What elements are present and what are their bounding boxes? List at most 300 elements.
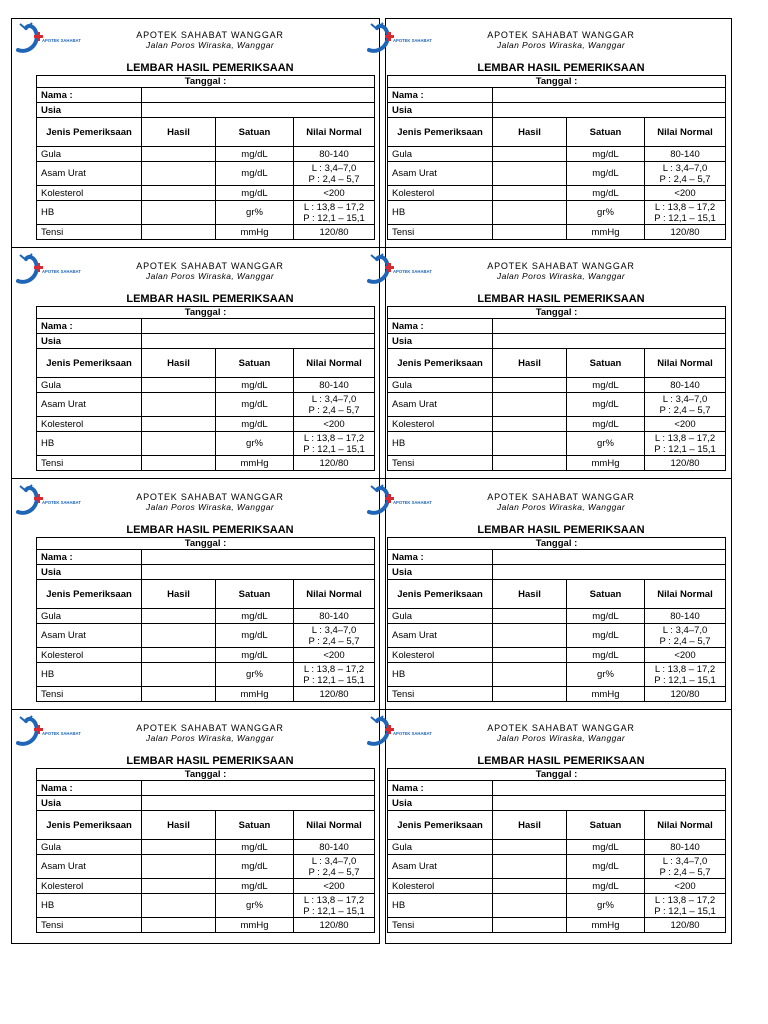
pharmacy-name: APOTEK SAHABAT WANGGAR bbox=[487, 723, 635, 733]
name-field[interactable] bbox=[142, 550, 375, 565]
result-field[interactable] bbox=[493, 918, 567, 933]
result-field[interactable] bbox=[142, 687, 216, 702]
date-label: Tanggal : bbox=[388, 538, 726, 550]
normal-value: <200 bbox=[645, 186, 726, 201]
normal-value bbox=[645, 393, 726, 417]
unit: gr% bbox=[216, 894, 294, 918]
form-title: LEMBAR HASIL PEMERIKSAAN bbox=[126, 755, 294, 767]
table-row bbox=[37, 624, 375, 648]
result-field[interactable] bbox=[142, 432, 216, 456]
unit: mmHg bbox=[216, 918, 294, 933]
normal-value-female: P : 2,4 – 5,7 bbox=[659, 404, 711, 416]
test-name: Kolesterol bbox=[388, 417, 493, 432]
normal-value-male: L : 13,8 – 17,2 bbox=[303, 201, 365, 213]
age-label: Usia bbox=[388, 103, 493, 118]
unit: mmHg bbox=[216, 687, 294, 702]
unit: gr% bbox=[567, 432, 645, 456]
date-label: Tanggal : bbox=[37, 307, 375, 319]
result-field[interactable] bbox=[142, 456, 216, 471]
name-field[interactable] bbox=[493, 550, 726, 565]
result-field[interactable] bbox=[493, 648, 567, 663]
unit: mg/dL bbox=[567, 162, 645, 186]
exam-form-table bbox=[36, 768, 375, 933]
normal-value-male: L : 3,4–7,0 bbox=[662, 624, 708, 636]
test-name: Tensi bbox=[388, 456, 493, 471]
col-header-result: Hasil bbox=[493, 580, 567, 609]
result-field[interactable] bbox=[142, 855, 216, 879]
normal-value bbox=[645, 894, 726, 918]
result-field[interactable] bbox=[142, 417, 216, 432]
name-field[interactable] bbox=[142, 88, 375, 103]
date-label: Tanggal : bbox=[37, 769, 375, 781]
test-name: Kolesterol bbox=[37, 417, 142, 432]
col-header-test: Jenis Pemeriksaan bbox=[388, 580, 493, 609]
normal-value bbox=[294, 624, 375, 648]
normal-value-male: L : 3,4–7,0 bbox=[662, 162, 708, 174]
unit: mmHg bbox=[567, 687, 645, 702]
unit: mg/dL bbox=[567, 378, 645, 393]
normal-value: <200 bbox=[645, 417, 726, 432]
pharmacy-name: APOTEK SAHABAT WANGGAR bbox=[487, 261, 635, 271]
unit: mg/dL bbox=[216, 162, 294, 186]
table-row bbox=[37, 648, 375, 663]
table-row bbox=[37, 456, 375, 471]
age-label: Usia bbox=[37, 334, 142, 349]
test-name: Asam Urat bbox=[388, 393, 493, 417]
table-row bbox=[37, 378, 375, 393]
result-field[interactable] bbox=[493, 147, 567, 162]
unit: mg/dL bbox=[216, 609, 294, 624]
normal-value bbox=[294, 201, 375, 225]
result-field[interactable] bbox=[142, 648, 216, 663]
unit: mmHg bbox=[216, 456, 294, 471]
col-header-unit: Satuan bbox=[567, 580, 645, 609]
normal-value: 80-140 bbox=[645, 378, 726, 393]
test-name: HB bbox=[388, 894, 493, 918]
exam-form-table bbox=[387, 75, 726, 240]
normal-value bbox=[294, 855, 375, 879]
unit: mg/dL bbox=[567, 147, 645, 162]
result-field[interactable] bbox=[142, 840, 216, 855]
pharmacy-name: APOTEK SAHABAT WANGGAR bbox=[136, 723, 284, 733]
unit: mg/dL bbox=[567, 393, 645, 417]
normal-value: <200 bbox=[294, 186, 375, 201]
col-header-unit: Satuan bbox=[216, 349, 294, 378]
normal-value: 120/80 bbox=[645, 687, 726, 702]
exam-result-card bbox=[36, 249, 384, 478]
col-header-normal: Nilai Normal bbox=[645, 580, 726, 609]
normal-value bbox=[645, 663, 726, 687]
test-name: Asam Urat bbox=[388, 624, 493, 648]
result-field[interactable] bbox=[493, 225, 567, 240]
normal-value: 80-140 bbox=[645, 147, 726, 162]
result-field[interactable] bbox=[493, 663, 567, 687]
age-label: Usia bbox=[37, 103, 142, 118]
col-header-normal: Nilai Normal bbox=[645, 118, 726, 147]
test-name: Gula bbox=[388, 840, 493, 855]
normal-value-female: P : 2,4 – 5,7 bbox=[659, 866, 711, 878]
result-field[interactable] bbox=[493, 609, 567, 624]
normal-value bbox=[645, 855, 726, 879]
normal-value-female: P : 2,4 – 5,7 bbox=[308, 404, 360, 416]
normal-value: 120/80 bbox=[645, 225, 726, 240]
result-field[interactable] bbox=[493, 840, 567, 855]
table-row bbox=[388, 894, 726, 918]
age-field[interactable] bbox=[493, 103, 726, 118]
unit: mg/dL bbox=[567, 417, 645, 432]
exam-result-card bbox=[387, 711, 735, 940]
result-field[interactable] bbox=[142, 918, 216, 933]
normal-value: <200 bbox=[294, 879, 375, 894]
normal-value-male: L : 3,4–7,0 bbox=[311, 162, 357, 174]
normal-value-male: L : 13,8 – 17,2 bbox=[654, 201, 716, 213]
col-header-test: Jenis Pemeriksaan bbox=[37, 811, 142, 840]
table-row bbox=[388, 147, 726, 162]
name-label: Nama : bbox=[388, 550, 493, 565]
age-field[interactable] bbox=[142, 334, 375, 349]
result-field[interactable] bbox=[493, 186, 567, 201]
pharmacy-name: APOTEK SAHABAT WANGGAR bbox=[136, 30, 284, 40]
pharmacy-name: APOTEK SAHABAT WANGGAR bbox=[487, 30, 635, 40]
test-name: Kolesterol bbox=[388, 186, 493, 201]
pharmacy-address: Jalan Poros Wiraska, Wanggar bbox=[496, 40, 626, 50]
col-header-result: Hasil bbox=[493, 118, 567, 147]
unit: gr% bbox=[216, 663, 294, 687]
normal-value-male: L : 3,4–7,0 bbox=[311, 624, 357, 636]
pharmacy-address: Jalan Poros Wiraska, Wanggar bbox=[496, 271, 626, 281]
normal-value: 120/80 bbox=[294, 918, 375, 933]
result-field[interactable] bbox=[142, 393, 216, 417]
test-name: Gula bbox=[37, 609, 142, 624]
table-row bbox=[388, 456, 726, 471]
table-row bbox=[37, 393, 375, 417]
normal-value-male: L : 3,4–7,0 bbox=[662, 855, 708, 867]
exam-form-table bbox=[387, 537, 726, 702]
col-header-result: Hasil bbox=[142, 118, 216, 147]
name-field[interactable] bbox=[142, 319, 375, 334]
name-field[interactable] bbox=[493, 781, 726, 796]
unit: mg/dL bbox=[567, 609, 645, 624]
test-name: HB bbox=[388, 201, 493, 225]
normal-value: 80-140 bbox=[294, 147, 375, 162]
table-row bbox=[388, 186, 726, 201]
logo-text: APOTEK SAHABAT bbox=[393, 38, 432, 43]
result-field[interactable] bbox=[493, 894, 567, 918]
exam-result-card bbox=[36, 18, 384, 247]
normal-value: <200 bbox=[294, 648, 375, 663]
name-label: Nama : bbox=[388, 88, 493, 103]
col-header-normal: Nilai Normal bbox=[294, 349, 375, 378]
logo-text: APOTEK SAHABAT bbox=[42, 500, 81, 505]
test-name: HB bbox=[37, 663, 142, 687]
result-field[interactable] bbox=[142, 162, 216, 186]
form-title: LEMBAR HASIL PEMERIKSAAN bbox=[477, 62, 645, 74]
unit: gr% bbox=[216, 432, 294, 456]
pharmacy-address: Jalan Poros Wiraska, Wanggar bbox=[145, 40, 275, 50]
normal-value-male: L : 13,8 – 17,2 bbox=[303, 894, 365, 906]
result-field[interactable] bbox=[493, 417, 567, 432]
age-label: Usia bbox=[388, 796, 493, 811]
exam-form-table bbox=[387, 306, 726, 471]
test-name: Tensi bbox=[388, 225, 493, 240]
exam-result-card bbox=[387, 18, 735, 247]
unit: mg/dL bbox=[567, 186, 645, 201]
normal-value bbox=[294, 432, 375, 456]
result-field[interactable] bbox=[493, 393, 567, 417]
test-name: HB bbox=[388, 432, 493, 456]
test-name: Asam Urat bbox=[37, 393, 142, 417]
unit: mg/dL bbox=[216, 879, 294, 894]
age-field[interactable] bbox=[493, 565, 726, 580]
result-field[interactable] bbox=[142, 147, 216, 162]
logo-text: APOTEK SAHABAT bbox=[393, 731, 432, 736]
form-title: LEMBAR HASIL PEMERIKSAAN bbox=[126, 62, 294, 74]
test-name: Kolesterol bbox=[37, 186, 142, 201]
date-label: Tanggal : bbox=[388, 307, 726, 319]
table-row bbox=[37, 879, 375, 894]
test-name: Gula bbox=[37, 840, 142, 855]
normal-value-male: L : 13,8 – 17,2 bbox=[303, 663, 365, 675]
unit: mg/dL bbox=[567, 624, 645, 648]
name-field[interactable] bbox=[493, 319, 726, 334]
unit: mg/dL bbox=[567, 648, 645, 663]
test-name: Kolesterol bbox=[37, 648, 142, 663]
normal-value: 120/80 bbox=[645, 456, 726, 471]
test-name: HB bbox=[37, 432, 142, 456]
result-field[interactable] bbox=[142, 879, 216, 894]
unit: gr% bbox=[567, 663, 645, 687]
normal-value: <200 bbox=[645, 648, 726, 663]
col-header-unit: Satuan bbox=[216, 118, 294, 147]
normal-value-male: L : 3,4–7,0 bbox=[662, 393, 708, 405]
col-header-test: Jenis Pemeriksaan bbox=[388, 349, 493, 378]
unit: mg/dL bbox=[216, 840, 294, 855]
age-label: Usia bbox=[388, 565, 493, 580]
table-row bbox=[388, 687, 726, 702]
result-field[interactable] bbox=[142, 186, 216, 201]
table-row bbox=[37, 432, 375, 456]
table-row bbox=[388, 378, 726, 393]
test-name: Kolesterol bbox=[388, 648, 493, 663]
col-header-unit: Satuan bbox=[567, 349, 645, 378]
card-separator bbox=[11, 709, 732, 710]
test-name: Tensi bbox=[37, 225, 142, 240]
normal-value bbox=[645, 201, 726, 225]
name-label: Nama : bbox=[37, 319, 142, 334]
col-header-result: Hasil bbox=[142, 580, 216, 609]
exam-result-card bbox=[387, 249, 735, 478]
pharmacy-address: Jalan Poros Wiraska, Wanggar bbox=[496, 733, 626, 743]
table-row bbox=[37, 201, 375, 225]
table-row bbox=[37, 855, 375, 879]
name-label: Nama : bbox=[388, 781, 493, 796]
form-title: LEMBAR HASIL PEMERIKSAAN bbox=[477, 293, 645, 305]
table-row bbox=[388, 879, 726, 894]
table-row bbox=[388, 840, 726, 855]
col-header-unit: Satuan bbox=[567, 118, 645, 147]
result-field[interactable] bbox=[142, 663, 216, 687]
normal-value: 80-140 bbox=[294, 609, 375, 624]
test-name: Gula bbox=[388, 378, 493, 393]
result-field[interactable] bbox=[493, 432, 567, 456]
name-label: Nama : bbox=[37, 550, 142, 565]
unit: mg/dL bbox=[216, 417, 294, 432]
normal-value: 80-140 bbox=[645, 840, 726, 855]
normal-value bbox=[294, 393, 375, 417]
card-separator bbox=[11, 247, 732, 248]
result-field[interactable] bbox=[493, 201, 567, 225]
unit: mg/dL bbox=[567, 879, 645, 894]
table-row bbox=[388, 609, 726, 624]
unit: gr% bbox=[567, 894, 645, 918]
table-row bbox=[37, 225, 375, 240]
normal-value-male: L : 13,8 – 17,2 bbox=[654, 663, 716, 675]
normal-value bbox=[645, 624, 726, 648]
test-name: Gula bbox=[37, 378, 142, 393]
result-field[interactable] bbox=[493, 855, 567, 879]
exam-result-card bbox=[36, 711, 384, 940]
normal-value: <200 bbox=[294, 417, 375, 432]
age-field[interactable] bbox=[142, 103, 375, 118]
test-name: Gula bbox=[388, 609, 493, 624]
age-label: Usia bbox=[37, 565, 142, 580]
pharmacy-name: APOTEK SAHABAT WANGGAR bbox=[136, 492, 284, 502]
test-name: Tensi bbox=[37, 687, 142, 702]
test-name: HB bbox=[388, 663, 493, 687]
logo-text: APOTEK SAHABAT bbox=[393, 500, 432, 505]
unit: mg/dL bbox=[216, 855, 294, 879]
test-name: Kolesterol bbox=[37, 879, 142, 894]
col-header-normal: Nilai Normal bbox=[645, 811, 726, 840]
col-header-test: Jenis Pemeriksaan bbox=[37, 118, 142, 147]
logo-text: APOTEK SAHABAT bbox=[393, 269, 432, 274]
table-row bbox=[388, 225, 726, 240]
normal-value: 80-140 bbox=[294, 378, 375, 393]
pharmacy-address: Jalan Poros Wiraska, Wanggar bbox=[496, 502, 626, 512]
age-label: Usia bbox=[37, 796, 142, 811]
normal-value-female: P : 12,1 – 15,1 bbox=[654, 674, 716, 686]
logo-text: APOTEK SAHABAT bbox=[42, 38, 81, 43]
result-field[interactable] bbox=[493, 879, 567, 894]
date-label: Tanggal : bbox=[37, 76, 375, 88]
exam-result-card bbox=[36, 480, 384, 709]
unit: mg/dL bbox=[216, 147, 294, 162]
date-label: Tanggal : bbox=[388, 769, 726, 781]
test-name: Asam Urat bbox=[37, 162, 142, 186]
result-field[interactable] bbox=[493, 162, 567, 186]
col-header-result: Hasil bbox=[493, 811, 567, 840]
exam-form-table bbox=[36, 306, 375, 471]
date-label: Tanggal : bbox=[388, 76, 726, 88]
result-field[interactable] bbox=[142, 201, 216, 225]
logo-text: APOTEK SAHABAT bbox=[42, 731, 81, 736]
exam-result-card bbox=[387, 480, 735, 709]
table-row bbox=[37, 162, 375, 186]
normal-value: <200 bbox=[645, 879, 726, 894]
unit: mg/dL bbox=[216, 378, 294, 393]
name-field[interactable] bbox=[493, 88, 726, 103]
normal-value-female: P : 12,1 – 15,1 bbox=[303, 443, 365, 455]
age-field[interactable] bbox=[142, 565, 375, 580]
result-field[interactable] bbox=[142, 894, 216, 918]
name-field[interactable] bbox=[142, 781, 375, 796]
test-name: Kolesterol bbox=[388, 879, 493, 894]
test-name: HB bbox=[37, 894, 142, 918]
table-row bbox=[388, 417, 726, 432]
age-field[interactable] bbox=[142, 796, 375, 811]
normal-value: 80-140 bbox=[645, 609, 726, 624]
normal-value-female: P : 2,4 – 5,7 bbox=[308, 173, 360, 185]
result-field[interactable] bbox=[142, 378, 216, 393]
table-row bbox=[388, 201, 726, 225]
unit: gr% bbox=[567, 201, 645, 225]
col-header-test: Jenis Pemeriksaan bbox=[388, 118, 493, 147]
col-header-test: Jenis Pemeriksaan bbox=[388, 811, 493, 840]
pharmacy-address: Jalan Poros Wiraska, Wanggar bbox=[145, 733, 275, 743]
normal-value-female: P : 2,4 – 5,7 bbox=[659, 173, 711, 185]
test-name: Tensi bbox=[388, 687, 493, 702]
logo-text: APOTEK SAHABAT bbox=[42, 269, 81, 274]
normal-value bbox=[645, 162, 726, 186]
normal-value-male: L : 13,8 – 17,2 bbox=[654, 432, 716, 444]
col-header-unit: Satuan bbox=[567, 811, 645, 840]
table-row bbox=[388, 918, 726, 933]
table-row bbox=[388, 855, 726, 879]
test-name: Asam Urat bbox=[37, 855, 142, 879]
table-row bbox=[37, 186, 375, 201]
result-field[interactable] bbox=[493, 378, 567, 393]
normal-value bbox=[294, 663, 375, 687]
normal-value-female: P : 2,4 – 5,7 bbox=[308, 866, 360, 878]
table-row bbox=[37, 663, 375, 687]
form-title: LEMBAR HASIL PEMERIKSAAN bbox=[126, 524, 294, 536]
test-name: HB bbox=[37, 201, 142, 225]
result-field[interactable] bbox=[142, 609, 216, 624]
normal-value-male: L : 13,8 – 17,2 bbox=[303, 432, 365, 444]
table-row bbox=[37, 918, 375, 933]
col-header-unit: Satuan bbox=[216, 580, 294, 609]
test-name: Tensi bbox=[37, 918, 142, 933]
result-field[interactable] bbox=[142, 624, 216, 648]
unit: mmHg bbox=[216, 225, 294, 240]
form-title: LEMBAR HASIL PEMERIKSAAN bbox=[126, 293, 294, 305]
col-header-result: Hasil bbox=[142, 349, 216, 378]
unit: mmHg bbox=[567, 918, 645, 933]
result-field[interactable] bbox=[142, 225, 216, 240]
age-field[interactable] bbox=[493, 796, 726, 811]
result-field[interactable] bbox=[493, 687, 567, 702]
col-header-normal: Nilai Normal bbox=[294, 811, 375, 840]
name-label: Nama : bbox=[388, 319, 493, 334]
normal-value-male: L : 3,4–7,0 bbox=[311, 855, 357, 867]
table-row bbox=[37, 147, 375, 162]
col-header-result: Hasil bbox=[493, 349, 567, 378]
result-field[interactable] bbox=[493, 624, 567, 648]
result-field[interactable] bbox=[493, 456, 567, 471]
form-title: LEMBAR HASIL PEMERIKSAAN bbox=[477, 524, 645, 536]
pharmacy-name: APOTEK SAHABAT WANGGAR bbox=[487, 492, 635, 502]
normal-value-male: L : 13,8 – 17,2 bbox=[654, 894, 716, 906]
unit: mg/dL bbox=[216, 186, 294, 201]
normal-value-female: P : 12,1 – 15,1 bbox=[303, 674, 365, 686]
name-label: Nama : bbox=[37, 88, 142, 103]
normal-value-female: P : 12,1 – 15,1 bbox=[654, 212, 716, 224]
col-header-normal: Nilai Normal bbox=[294, 118, 375, 147]
test-name: Tensi bbox=[388, 918, 493, 933]
unit: mg/dL bbox=[216, 393, 294, 417]
col-header-test: Jenis Pemeriksaan bbox=[37, 580, 142, 609]
age-field[interactable] bbox=[493, 334, 726, 349]
